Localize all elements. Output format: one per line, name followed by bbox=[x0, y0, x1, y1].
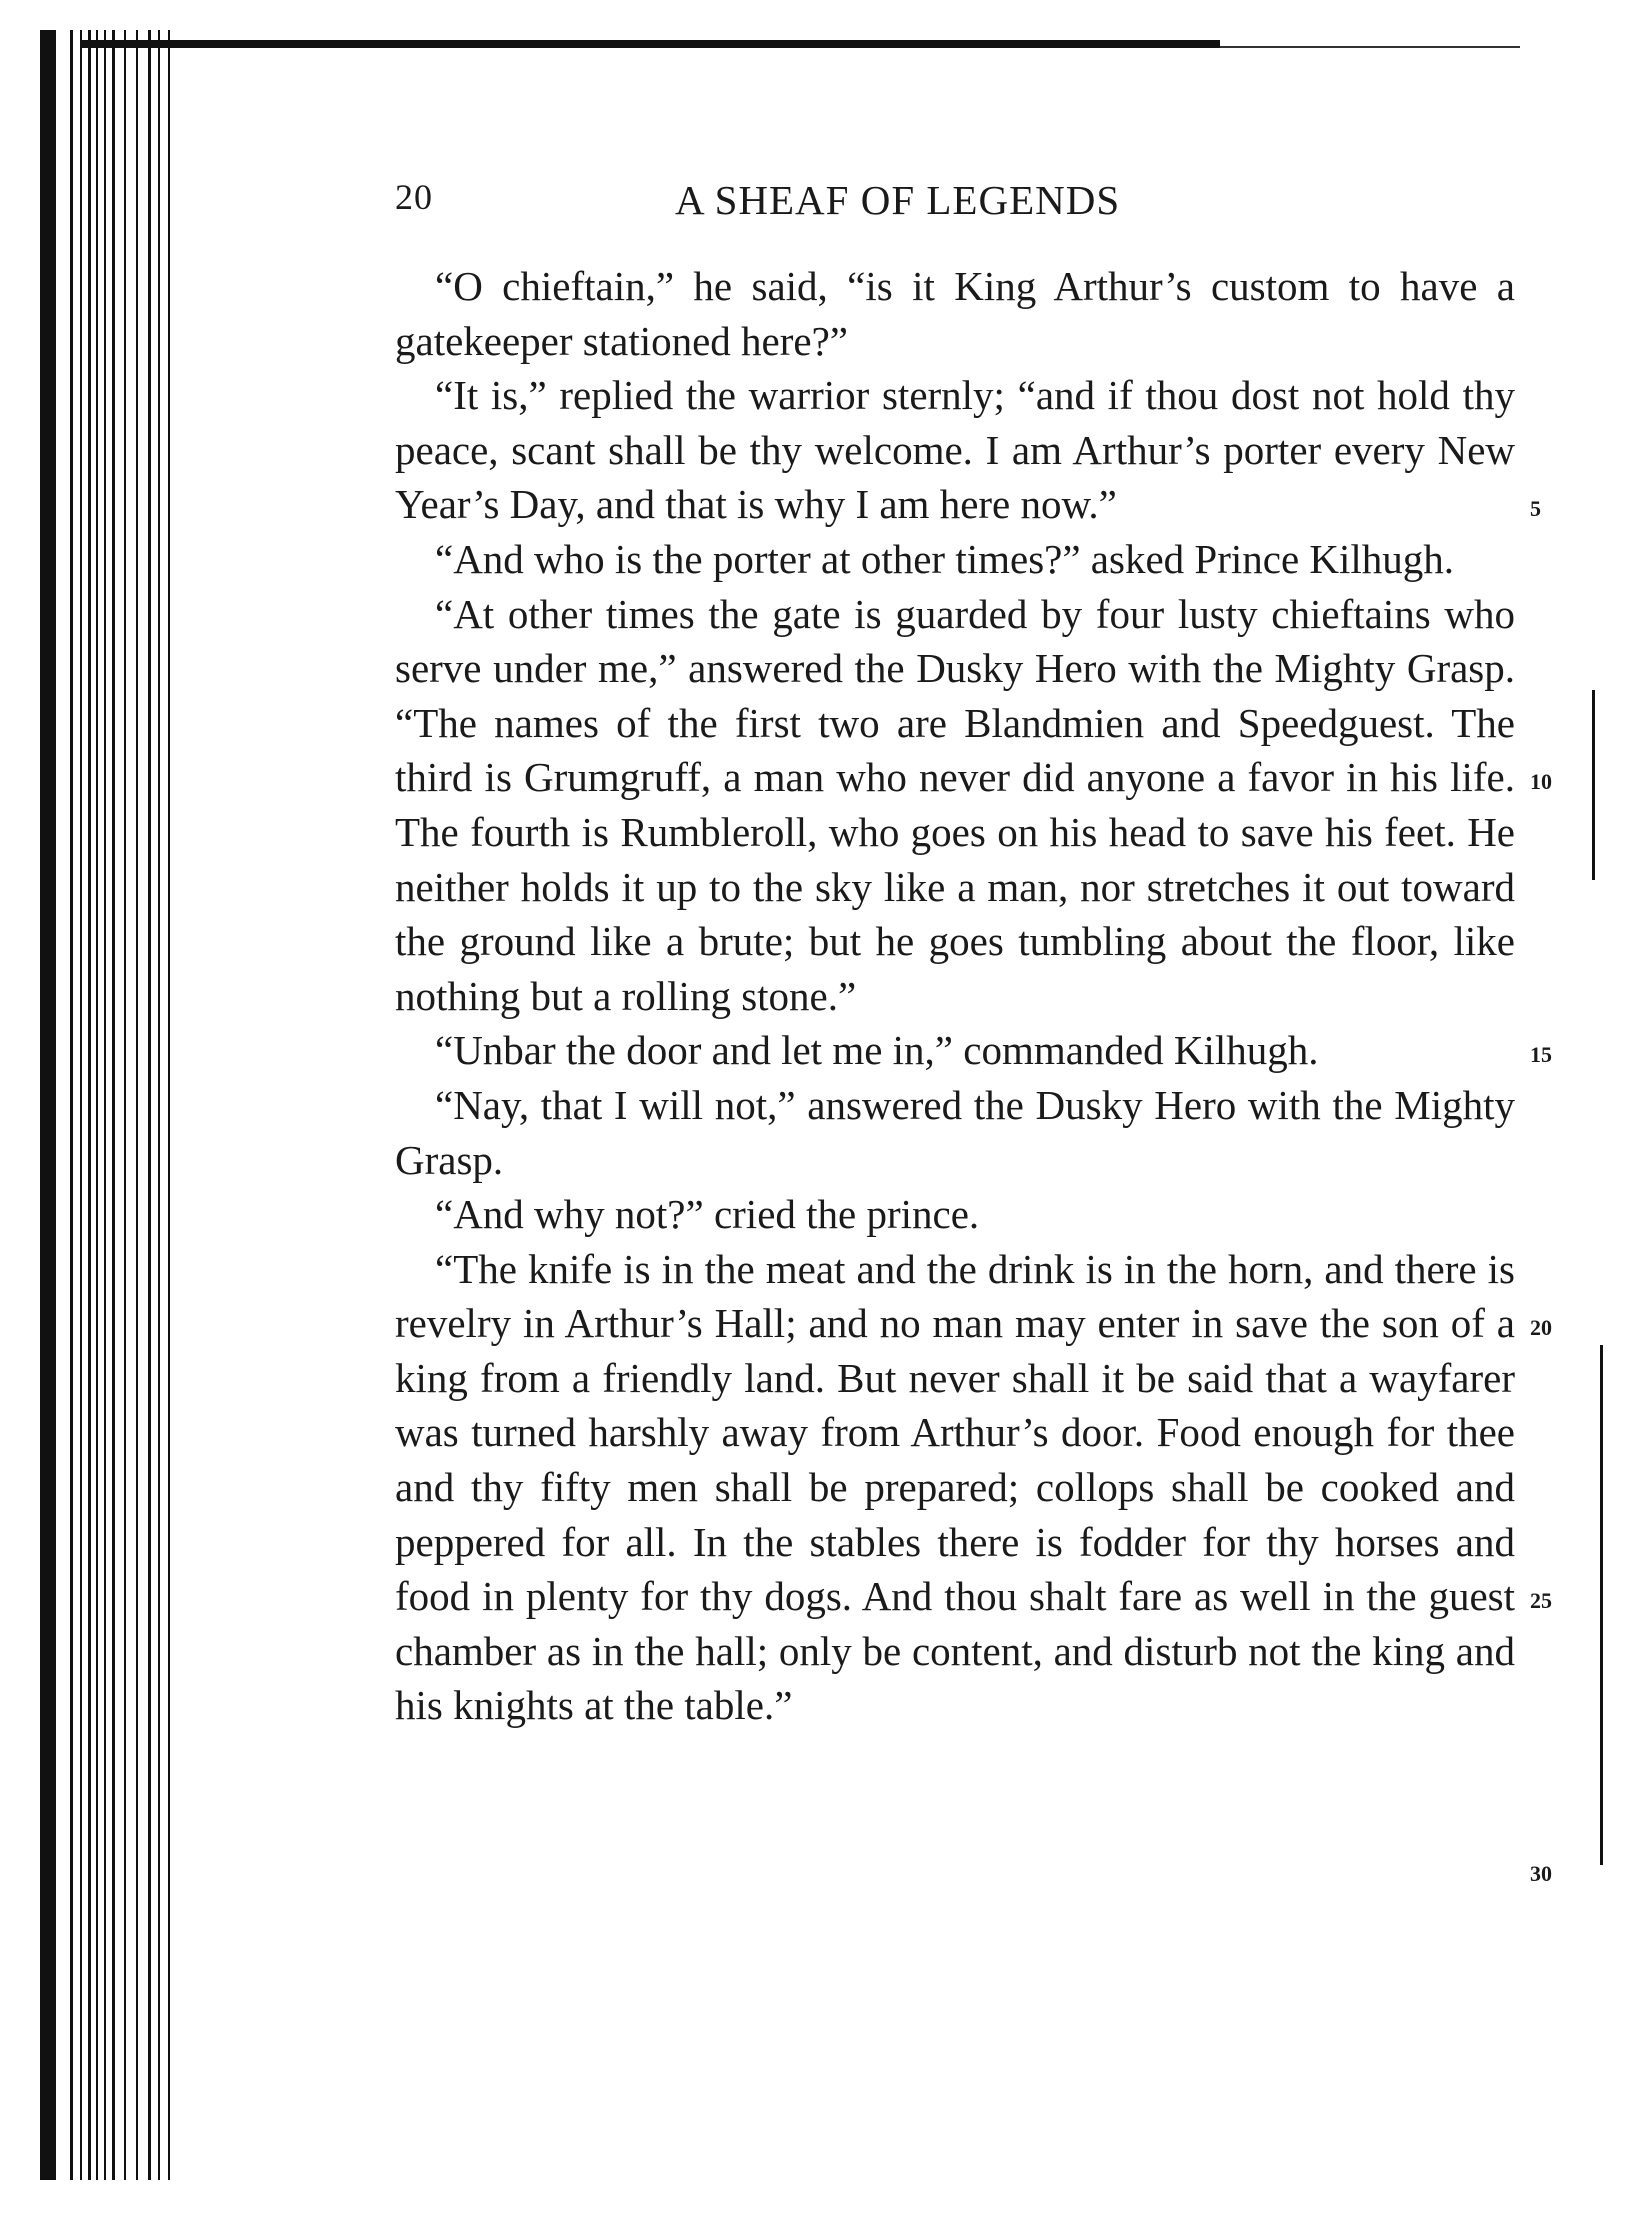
body-text bbox=[395, 259, 1515, 1733]
paragraph: “Unbar the door and let me in,” commanded Kilhugh. bbox=[435, 1027, 1319, 1074]
paragraph: “O chieftain,” he said, “is it King Arthur’s custom to have a gatekeeper stationed here?” bbox=[395, 263, 1515, 364]
line-number: 30 bbox=[1530, 1861, 1552, 1886]
paragraph: “Nay, that I will not,” answered the Dusky Hero with the Mighty Grasp. bbox=[395, 1081, 1515, 1183]
paragraph: “The knife is in the meat and the drink is in the horn, and there is revelry in Arthur’s Hall; and no man may enter in save the son of a king from a friendly land. But never shall it be said that a wayfarer was turned harshly away from Arthur’s door. Food enough for thee and thy fifty men shall be prepared; collops shall be cooked and peppered for all. In the stables there is fodder for thy horses and food in plenty for thy dogs. And thou shalt fare as well in the guest chamber as in the hall; only be content, and disturb not the king and his knights at the table.” bbox=[395, 1245, 1515, 1729]
line-number: 20 bbox=[1530, 1315, 1552, 1340]
paragraph: “And why not?” cried the prince. bbox=[435, 1191, 980, 1238]
binding-edge bbox=[40, 30, 190, 2180]
top-rule bbox=[80, 40, 1220, 48]
line-number: 10 bbox=[1530, 769, 1552, 794]
paragraph: “At other times the gate is guarded by four lusty chieftains who serve under me,” answered the Dusky Hero with the Mighty Grasp. “The names of the first two are Blandmien and Speedguest. The third is Grumgruff, a man who never did anyone a favor in his life. The fourth is Rumbleroll, who goes on his head to save his feet. He neither holds it up to the sky like a man, nor stretches it out toward the ground like a brute; but he goes tumbling about the floor, like nothing but a rolling stone.” bbox=[395, 590, 1515, 1019]
line-number: 15 bbox=[1530, 1042, 1552, 1067]
line-number: 25 bbox=[1530, 1588, 1552, 1613]
right-margin-mark bbox=[1600, 1345, 1603, 1865]
line-number: 5 bbox=[1530, 496, 1541, 521]
page-number: 20 bbox=[395, 177, 433, 217]
book-title: A SHEAF OF LEGENDS bbox=[675, 177, 1121, 223]
top-rule-thin bbox=[1220, 46, 1520, 48]
paragraph: “And who is the porter at other times?” asked Prince Kilhugh. bbox=[435, 535, 1455, 582]
paragraph: “It is,” replied the warrior sternly; “and if thou dost not hold thy peace, scant shall be thy welcome. I am Arthur’s porter every New Year’s Day, and that is why I am here now.” bbox=[395, 372, 1515, 528]
running-head bbox=[395, 176, 1515, 236]
right-margin-mark bbox=[1592, 690, 1595, 880]
